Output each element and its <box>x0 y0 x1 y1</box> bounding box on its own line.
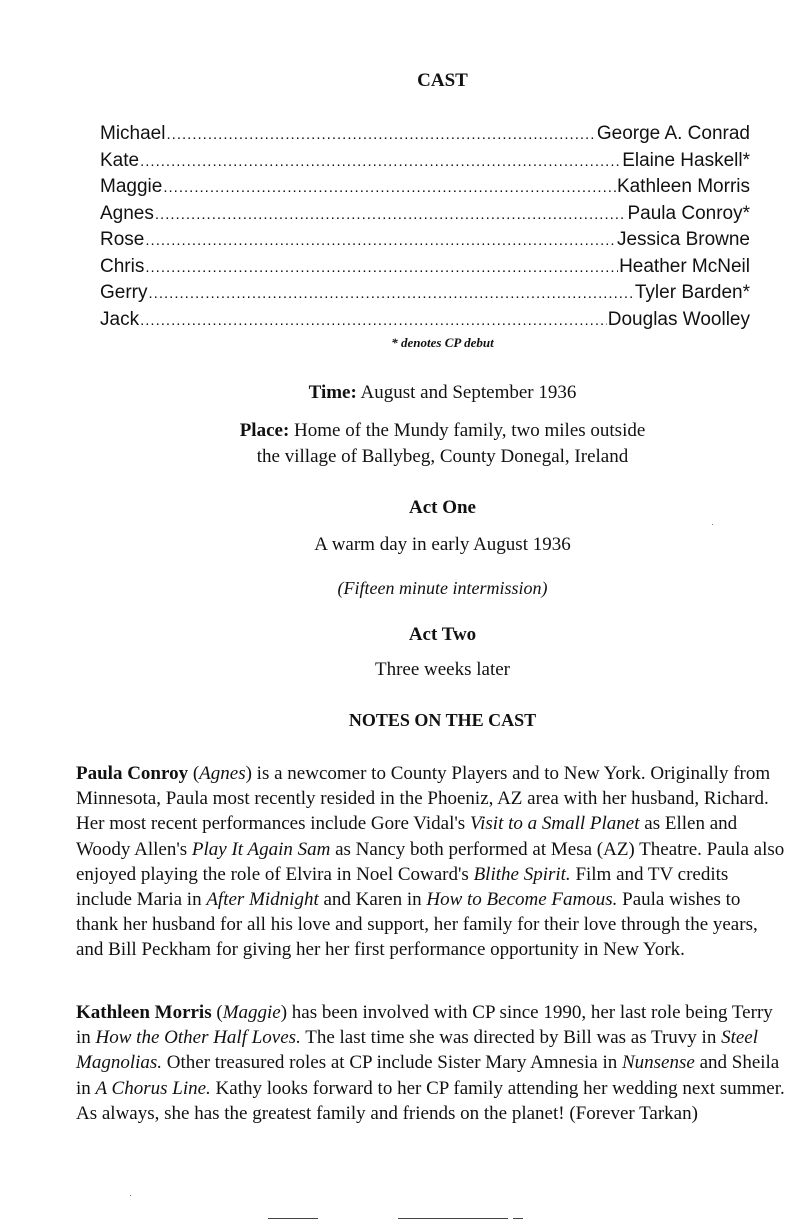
cast-row <box>100 121 750 148</box>
cast-title: CAST <box>417 70 468 91</box>
intermission-note: (Fifteen minute intermission) <box>337 578 548 598</box>
cast-role: Michael <box>100 123 166 144</box>
act-two-description: Three weeks later <box>374 659 511 680</box>
time-value: August and September 1936 <box>360 382 577 403</box>
cast-role: Kate <box>100 149 140 171</box>
scan-speck <box>130 1195 131 1196</box>
cast-role: Gerry <box>100 282 148 303</box>
bio-text: as Nancy both performed at Mesa (AZ) Theatre. Paula also enjoyed playing the role of Elvira in Noel Coward's <box>76 838 785 885</box>
cast-role: Maggie <box>100 176 163 197</box>
time-line <box>43 382 799 404</box>
bio-text: as Ellen and Woody Allen's <box>76 813 738 860</box>
time-label: Time: <box>308 382 357 403</box>
bio-text: ( <box>188 763 200 784</box>
dot-leader <box>145 228 616 255</box>
dot-leader <box>145 255 618 282</box>
bio-name: Paula Conroy <box>76 763 189 784</box>
place-label: Place: <box>239 420 290 441</box>
dot-leader <box>155 202 627 229</box>
bio-role: Agnes <box>199 763 246 784</box>
play-title: Steel Magnolias. <box>76 1027 759 1074</box>
cast-row <box>100 307 750 334</box>
cast-actor: Jessica Browne <box>616 229 750 250</box>
notes-title: NOTES ON THE CAST <box>348 710 537 730</box>
bio-text: ) has been involved with CP since 1990, her last role being Terry in <box>76 1002 773 1049</box>
cast-row <box>100 227 750 254</box>
cast-role: Jack <box>100 308 140 330</box>
bio-text: Other treasured roles at CP include Sister Mary Amnesia in <box>162 1052 622 1074</box>
bio-text: Film and TV credits include Maria in <box>76 863 729 911</box>
bio-text: Paula wishes to thank her husband for all his love and support, her family for their love through the years, and Bill Peckham for giving her her first performance opportunity in New York. <box>76 889 758 961</box>
bio-paula-conroy <box>76 761 786 963</box>
play-title: How to Become Famous. <box>426 889 618 911</box>
play-title: Play It Again Sam <box>191 838 331 860</box>
scan-edge-mark <box>268 1218 318 1219</box>
act-one-title: Act One <box>408 497 476 518</box>
scan-edge-mark <box>513 1218 523 1219</box>
bio-text: and Sheila in <box>76 1052 780 1099</box>
dot-leader <box>140 308 607 335</box>
bio-text: and Karen in <box>318 889 427 911</box>
bio-text: Kathy looks forward to her CP family attending her wedding next summer. As always, she has the greatest family and friends on the planet! (Forever Tarkan) <box>76 1077 785 1124</box>
scan-speck <box>712 524 713 525</box>
act-two-title: Act Two <box>408 624 477 645</box>
cast-list <box>100 121 750 333</box>
play-title: Blithe Spirit. <box>473 863 571 885</box>
cast-actor: Elaine Haskell* <box>622 149 750 171</box>
act-one-description: A warm day in early August 1936 <box>314 534 571 555</box>
bio-text: ( <box>211 1002 223 1023</box>
bio-kathleen-morris <box>76 1000 786 1126</box>
cast-row <box>100 201 750 228</box>
bio-text: The last time she was directed by Bill was as Truvy in <box>300 1027 722 1049</box>
cast-actor: George A. Conrad <box>596 123 750 144</box>
cast-role: Agnes <box>100 202 154 224</box>
cast-actor: Paula Conroy* <box>627 202 750 224</box>
bio-text: ) is a newcomer to County Players and to New York. Originally from Minnesota, Paula most recently resided in the Phoeniz, AZ area with her husband, Richard. Her most recent performances include Gore Vidal's <box>76 763 771 835</box>
dot-leader <box>149 281 634 308</box>
dot-leader <box>166 122 595 149</box>
bio-name: Kathleen Morris <box>76 1002 212 1023</box>
cast-row <box>100 174 750 201</box>
dot-leader <box>140 149 621 176</box>
cast-row <box>100 254 750 281</box>
place-value-line2: the village of Ballybeg, County Donegal, Ireland <box>256 446 629 467</box>
debut-note: * denotes CP debut <box>391 335 494 350</box>
bio-role: Maggie <box>222 1002 281 1023</box>
play-title: Nunsense <box>621 1052 695 1074</box>
play-title: Visit to a Small Planet <box>469 813 640 835</box>
cast-actor: Kathleen Morris <box>616 176 750 197</box>
cast-actor: Douglas Woolley <box>607 308 750 330</box>
play-title: A Chorus Line. <box>95 1077 211 1099</box>
cast-role: Chris <box>100 255 145 277</box>
cast-row <box>100 280 750 307</box>
place-line <box>43 420 799 442</box>
cast-actor: Heather McNeil <box>619 255 750 277</box>
cast-row <box>100 148 750 175</box>
play-title: How the Other Half Loves. <box>95 1027 301 1049</box>
place-value-line1: Home of the Mundy family, two miles outside <box>294 420 646 441</box>
cast-actor: Tyler Barden* <box>634 282 750 303</box>
scan-edge-mark <box>398 1218 508 1219</box>
play-title: After Midnight <box>206 889 319 911</box>
dot-leader <box>163 175 616 202</box>
cast-role: Rose <box>100 229 145 250</box>
